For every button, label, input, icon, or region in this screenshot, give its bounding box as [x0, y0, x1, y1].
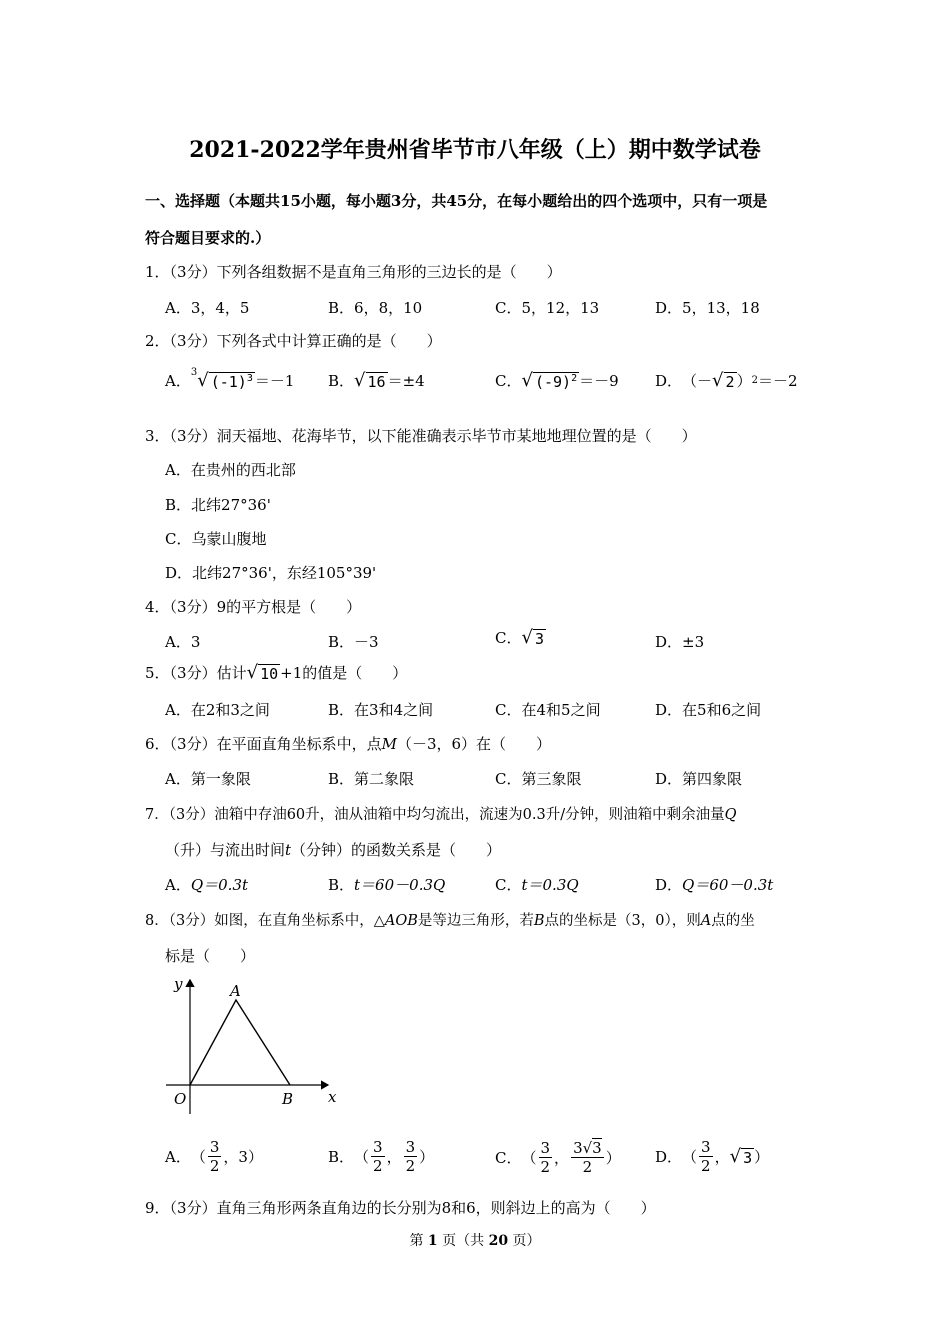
radicand: (-1)	[210, 373, 247, 391]
option-label: A．	[165, 372, 191, 390]
radicand: 10	[260, 665, 279, 683]
paren-close: ）	[247, 1148, 263, 1166]
question-3-option-a: A．在贵州的西北部	[165, 461, 296, 479]
question-6-option-c: C．第三象限	[495, 770, 582, 788]
y-axis-label: y	[174, 975, 183, 993]
stem-text: +1的值是（ ）	[280, 664, 408, 682]
option-expression: t＝60－0.3Q	[354, 876, 446, 894]
stem-text: 6．（3分）在平面直角坐标系中，点	[145, 735, 382, 753]
option-label: A．	[165, 1148, 191, 1166]
option-label: B．	[328, 876, 355, 894]
root-index: 3	[190, 367, 198, 378]
question-7-option-b	[328, 874, 445, 895]
option-label: B．	[328, 372, 355, 390]
question-6-option-a: A．第一象限	[165, 770, 251, 788]
denominator: 2	[540, 1157, 551, 1176]
exponent: 3	[246, 373, 253, 384]
question-7-stem-line1	[145, 803, 736, 824]
paren-close: ）	[605, 1148, 621, 1167]
point-a-label: A	[230, 982, 241, 1000]
paren-close: ）	[736, 372, 752, 390]
stem-variable: B	[533, 913, 545, 929]
question-3-option-b: B．北纬27°36'	[165, 496, 271, 514]
stem-text: 8．（3分）如图，在直角坐标系中，△	[145, 913, 385, 929]
question-7-option-a	[165, 874, 248, 895]
option-expression: Q＝0.3t	[190, 876, 249, 894]
separator: ，	[554, 1148, 570, 1167]
option-label: C．	[495, 372, 522, 390]
stem-text: （－3，6）在（ ）	[396, 735, 552, 753]
numerator: 3	[405, 1138, 416, 1156]
stem-text: 点的坐	[711, 913, 755, 929]
question-6-option-b: B．第二象限	[328, 770, 415, 788]
question-8-option-a	[165, 1138, 263, 1175]
total-page-count: 20	[488, 1233, 509, 1249]
question-1-stem: 1．（3分）下列各组数据不是直角三角形的三边长的是（ ）	[145, 263, 562, 281]
point-b-label: B	[282, 1090, 294, 1108]
question-4-option-b: B．－3	[328, 633, 379, 651]
separator: ，	[386, 1148, 402, 1166]
numerator: 3	[209, 1138, 220, 1156]
question-1-option-a: A．3，4，5	[165, 299, 250, 317]
exponent: 2	[751, 375, 758, 386]
stem-text: 7．（3分）油箱中存油60升，油从油箱中均匀流出，流速为0.3升/分钟，则油箱中剩余油量	[145, 807, 725, 823]
fraction-3sqrt3-2	[571, 1138, 604, 1176]
numerator: 3	[701, 1138, 711, 1156]
question-3-stem: 3．（3分）洞天福地、花海毕节，以下能准确表示毕节市某地地理位置的是（ ）	[145, 427, 697, 445]
option-expression: Q＝60－0.3t	[682, 876, 774, 894]
denominator: 2	[209, 1157, 220, 1175]
question-6-option-d: D．第四象限	[655, 770, 743, 788]
question-4-option-d: D．±3	[655, 633, 705, 651]
question-8-figure	[160, 972, 350, 1122]
question-1-option-b: B．6，8，10	[328, 299, 423, 317]
radicand: (-9)	[534, 373, 572, 391]
question-8-stem-line2: 标是（ ）	[165, 947, 256, 965]
footer-text: 页）	[512, 1233, 541, 1249]
radical-sign-icon: √	[582, 1138, 593, 1157]
stem-variable: M	[381, 735, 397, 753]
denominator: 2	[373, 1157, 383, 1175]
paren-open: （	[521, 1148, 537, 1167]
footer-text: 页（共	[442, 1233, 485, 1249]
triangle-aob	[190, 1000, 290, 1085]
radicand: 3	[592, 1139, 602, 1157]
denominator: 2	[701, 1157, 711, 1175]
question-7-option-c	[495, 874, 579, 895]
stem-text: 5．（3分）估计	[145, 664, 247, 682]
question-1-option-d: D．5，13，18	[655, 299, 760, 317]
option-label: C．	[495, 1148, 522, 1167]
fraction-3-2	[371, 1138, 385, 1175]
separator: ，	[714, 1148, 730, 1166]
stem-text: （分钟）的函数关系是（ ）	[291, 841, 502, 859]
question-8-option-d	[655, 1138, 769, 1175]
stem-text: 是等边三角形，若	[417, 913, 534, 929]
option-label: A．	[165, 876, 191, 894]
option-expression: t＝0.3Q	[521, 876, 579, 894]
radical-sign-icon: √	[712, 370, 724, 391]
radical-sign-icon: √	[729, 1146, 742, 1167]
option-label: C．	[495, 629, 522, 647]
origin-label: O	[174, 1090, 187, 1108]
option-label: D．	[655, 372, 683, 390]
separator: ，	[223, 1148, 239, 1166]
numerator: 3	[540, 1138, 551, 1157]
radicand: 3	[534, 630, 544, 648]
radical-sign-icon: √	[197, 370, 209, 391]
fraction-3-2	[208, 1138, 222, 1175]
expression-result: ＝－9	[579, 372, 619, 390]
page-footer	[0, 1230, 950, 1250]
paren-close: ）	[419, 1148, 435, 1166]
question-7-stem-line2	[165, 839, 501, 860]
question-7-option-d	[655, 874, 773, 895]
denominator: 2	[582, 1158, 593, 1176]
paren-open: （	[682, 1148, 698, 1166]
stem-text: （升）与流出时间	[165, 841, 286, 859]
fraction-3-2	[539, 1139, 553, 1176]
stem-variable: Q	[724, 807, 737, 823]
question-6-stem	[145, 733, 551, 754]
question-9-stem: 9．（3分）直角三角形两条直角边的长分别为8和6，则斜边上的高为（ ）	[145, 1199, 656, 1217]
x-axis-label: x	[328, 1088, 337, 1106]
fraction-3-2	[404, 1138, 418, 1175]
current-page-number: 1	[427, 1233, 438, 1249]
section-heading-line1: 一、选择题（本题共15小题，每小题3分，共45分，在每小题给出的四个选项中，只有一项是	[145, 192, 768, 210]
page-title: 2021-2022学年贵州省毕节市八年级（上）期中数学试卷	[189, 137, 761, 163]
footer-text: 第	[409, 1233, 424, 1249]
exponent: 2	[571, 373, 578, 384]
question-5-stem	[145, 662, 407, 683]
section-heading-line2: 符合题目要求的.）	[145, 229, 271, 247]
denominator: 2	[405, 1157, 416, 1175]
paren-close: ）	[754, 1148, 770, 1166]
question-3-option-c: C．乌蒙山腹地	[165, 530, 267, 548]
question-5-option-c: C．在4和5之间	[495, 701, 601, 719]
paren-open: （	[354, 1148, 370, 1166]
stem-variable: A	[700, 913, 712, 929]
question-4-option-c	[495, 627, 546, 648]
radicand: 16	[367, 373, 386, 391]
question-5-option-b: B．在3和4之间	[328, 701, 434, 719]
question-1-option-c: C．5，12，13	[495, 299, 600, 317]
question-2-option-d	[655, 370, 798, 391]
radical-sign-icon: √	[246, 662, 259, 683]
radicand: 3	[743, 1149, 753, 1167]
question-2-option-b	[328, 370, 425, 391]
question-8-option-c	[495, 1138, 621, 1176]
paren-open: （	[190, 1148, 206, 1166]
radical-sign-icon: √	[521, 627, 533, 648]
radicand: 2	[725, 373, 735, 391]
option-label: D．	[655, 1148, 683, 1166]
question-3-option-d: D．北纬27°36'，东经105°39'	[165, 564, 377, 582]
coefficient: 3	[573, 1138, 583, 1157]
question-5-option-a: A．在2和3之间	[165, 701, 270, 719]
expression-result: ＝±4	[387, 372, 425, 390]
radical-sign-icon: √	[354, 370, 366, 391]
question-4-option-a: A．3	[165, 633, 201, 651]
question-2-option-a	[165, 367, 295, 391]
question-8-option-b	[328, 1138, 434, 1175]
option-label: B．	[328, 1148, 355, 1166]
paren-open: （－	[682, 372, 713, 390]
question-4-stem: 4．（3分）9的平方根是（ ）	[145, 598, 362, 616]
question-2-stem: 2．（3分）下列各式中计算正确的是（ ）	[145, 332, 442, 350]
expression-result: ＝－2	[757, 372, 798, 390]
fraction-3-2	[699, 1138, 713, 1175]
radical-sign-icon: √	[521, 370, 533, 391]
option-label: C．	[495, 876, 522, 894]
question-2-option-c	[495, 370, 619, 391]
numerator	[571, 1138, 604, 1158]
option-label: D．	[655, 876, 683, 894]
question-8-stem-line1	[145, 909, 755, 930]
expression-result: ＝－1	[254, 372, 295, 390]
stem-variable: t	[285, 841, 292, 859]
stem-variable: AOB	[384, 913, 418, 929]
question-5-option-d: D．在5和6之间	[655, 701, 762, 719]
coordinate-value: 3	[238, 1147, 248, 1166]
numerator: 3	[373, 1138, 383, 1156]
stem-text: 点的坐标是（3，0），则	[544, 913, 701, 929]
